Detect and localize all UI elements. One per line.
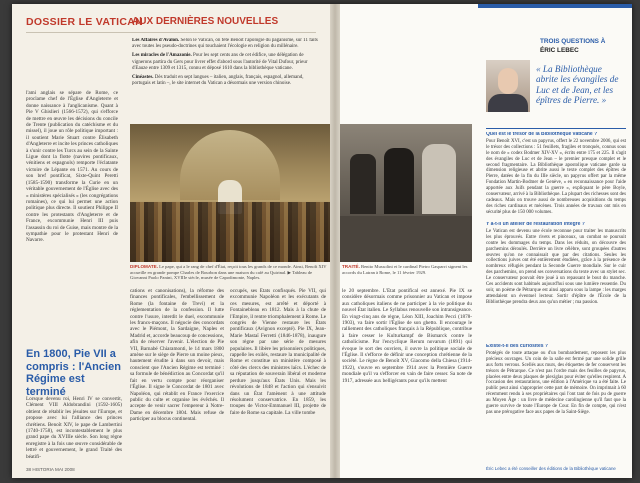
treaty-photo xyxy=(340,124,472,262)
news-item: Cinéastes. Dès traduit en sept langues – italien, anglais, français, espagnol, allemand, portugais et latin –, le site internet du Vatican a désormais une version chinoise. xyxy=(132,75,304,87)
interview-qa-1: Quel est le trésor de la Bibliothèque vaticane ? Pour Benoît XVI, c'est un papyrus, offert le 22 novembre 2006, qui est le trésor des collections : 51 feuillets, fragiles et tronqués, connus sous le nom de « codex Bodmer XIV-XV », écrits entre 175 et 225. Il s'agit des évangiles de Luc et de Jean – le premier presque complet et le second fragmentaire. La Bibliothèque apostolique vaticane garde sa dimension religieuse et abrite aussi le texte complet des épîtres de Pierre, datées de la fin du IIIe siècle, un papyrus offert par la même Fondation Martin-Bodmer de Genève, « en reconnaissance pour l'aide apportée aux Juifs pendant la guerre », expliquant le père Boyle, conservateur, arrivé à la Bibliothèque. La plupart des richesses sont des cadeaux. Mais on trouve aussi de nombreuses acquisitions du temps des riches cardinaux et mécènes. Trois années de travaux ont mis en sécurité plus de 150 000 volumes. xyxy=(486,132,626,215)
left-page xyxy=(12,4,330,478)
header-rule xyxy=(26,32,316,33)
article-column-2: cations et canonisations), la réforme des finances pontificales, l'embellissement de Rome (la fontaine de Trevi) et la réglementation de la confession. Il lutte contre l'usure, interdit le duel, excommunie les francs-maçons. Il négocie des concordats avec le Piémont, la Sardaigne, Naples et Madrid et, accorde beaucoup de concessions, afin de réserver l'avenir. L'élection de Pie VII, Barnabé Chiaramonti, le 14 mars 1800 amène sur le siège de Pierre un moine pieux, hautement érudite à dans son devoir, mais conscient que l'Ancien Régime est terminé : sa formule de bénédiction au Concordat qu'il fait en vertu compte pour réorganiser l'Église. Il signe le Concordat de 1801 avec Napoléon, qui rétablit en France l'exercice public du culte et organise les évêchés. Il accepte de venir sacrer l'empereur à Notre-Dame en décembre 1804. Mais refuse de participer au blocus continental. xyxy=(130,288,224,423)
sidebar-accent xyxy=(478,4,632,8)
interview-name: ÉRIC LEBEC xyxy=(540,47,579,54)
magazine-spread xyxy=(12,4,632,478)
quote-rule xyxy=(486,128,626,129)
article-column-1b: Lorsque devenu roi, Henri IV se convertit, Clément VIII Aldobrandini (1592-1605) obtient de rétablir les jésuites sur l'Europe, et propose avec lui l'alliance des princes chrétiens. Benoît XIV, le pape de Lambertini (1740-1758), est incontestablement le plus grand pape du XVIIIe siècle. Son long règne enregistre à la fois une œuvre considérable de lettré et gouvernement, le grand Traité des béatifi- xyxy=(26,396,122,460)
interview-signature: Éric Lebec a été conseiller des éditions de la Bibliothèque vaticane xyxy=(486,466,616,471)
treaty-caption: TRAITÉ. Benito Mussolini et le cardinal Pietro Gasparri signent les accords du Latran à Rome, le 11 février 1929. xyxy=(342,264,468,275)
portrait-photo xyxy=(486,60,530,112)
painting-caption: DIPLOMATE. Le pape, qui a le rang de chef d'État, reçoit tous les grands de ce monde. Ainsi, Benoît XIV accueille en grande pompe Charles de Bourbon dans une maison du café au Quirinal. ▶ Tableau de Giovanni Paolo Panini, XVIIIe siècle, musée de Capodimonte, Naples. xyxy=(130,264,327,281)
news-item: Les miracles de l'Amazonie. Pour les sept cents ans de cet édifice, une délégation de vignerons partira du Gers pour livrer effet d'abord sous l'autorité de Vital Dufour, prieur d'Eauze entre 1309 et 1315, connu et déposé 1610 dans la bibliothèque vaticane. xyxy=(132,53,308,71)
article-column-4: le 20 septembre. L'État pontifical est annexé. Pie IX se considère désormais comme prisonnier au Vatican et impose aux catholiques italiens de ne participer à la vie politique du nouvel État italien. Le Syllabus renouvelle son intransigeance. En vingt-cinq ans de règne, Léon XIII, Joachim Pecci (1878-1903), va faire sortir l'Église de son ghetto. Il encourage le ralliement des catholiques français à la République, contribue à faire cesser le Kulturkampf de Bismarck contre le catholicisme. Par l'encyclique Rerum novarum (1891) qui évoque le sort des ouvriers, il ouvre la politique sociale de l'Église. Il s'efforce de définir une conception chrétienne de la société. Le règne de Benoît XV, Giacomo della Chiesa (1914-1922), s'ouvre en septembre 1914 avec la Première Guerre mondiale qu'il va s'efforcer en vain de faire cesser. Sa note de 1917, adressée aux belligérants pour qu'ils mettent xyxy=(342,288,472,384)
article-column-1: l'ami anglais se sépare de Rome, ce proclame chef de l'Église d'Angleterre et donne naissance à l'anglicanisme. Quant à Pie V Ghislieri (1566-1572), qui s'efforce de mettre en œuvre les décisions du concile de Trente (publication du catéchisme et du missel), il joue un rôle politique important : il soutient Marie Stuart contre Élisabeth d'Angleterre et incite les princes catholiques à s'unir contre les Turcs au sein de la Sainte Ligue dont la flotte (navires pontificaux, vénitiens et espagnols) remporte l'éclatante victoire de Lépante en 1571. Au cours de son bref pontificat, Sixte-Quint Peretti (1585-1590) transforme la Curie en un véritable gouvernement de l'Église avec des « ministères spécialisés » (les congrégations romaines), ce qui lui permet une action politique plus directe. Il soutient Philippe II contre les protestants d'Angleterre et de France, excommunie Henri III puis l'assassin du roi de Guise, mais montre de la sympathie pour le protestant Henri de Navarre. xyxy=(26,90,118,244)
news-item: Les Affaires d'Avalon. Selon le Vatican, on fête Benoît l'apologie du paganisme, sur 11 faits avec toutes les pseudo-doctrines qui touchaient l'écologie en religion du millénaire. xyxy=(132,38,318,50)
folio: 38 HISTORIA MAI 2008 xyxy=(26,467,75,472)
gutter xyxy=(330,4,340,478)
section-header: DOSSIER LE VATICAN xyxy=(26,16,144,28)
pull-quote: « La Bibliothèque abrite les évangiles de Luc et de Jean, et les épîtres de Pierre. » xyxy=(536,64,619,106)
article-column-3: occupés, ses États confisqués. Pie VII, qui excommunie Napoléon et les exécutants de ces mesures, est arrêté et déporté à Fontainebleau en 1812. Mais à la chute de l'Empire, il rentre triomphalement à Rome. Le congrès de Vienne restaure les États pontificaux (Avignon excepté). Pie IX, Jean-Marie Mastaï Ferretti (1846-1878), inaugure son règne par une série de mesures populaires. Il libère les prisonniers politiques, rappelle les exilés, restaure la municipalité de Rome et constitue un ministère composé à côté des clercs des ministres laïcs. L'échec de sa réputation de souverain libéral et moderne perdure jusqu'aux États Unis. Mais les révolutions de 1848 et l'action qui s'ensuivit dans un État l'amènent à une attitude résolument conservatrice. En 1859, les troupes de Victor-Emmanuel III, projette de faire de Rome sa capitale. La ville tombe xyxy=(230,288,326,416)
interview-kicker: TROIS QUESTIONS À xyxy=(540,38,606,45)
right-page xyxy=(340,4,632,478)
interview-qa-2: Y a-t-il un atelier de restauration intégré ? Le Vatican est devenu une école reconnue pour traiter les manuscrits les plus éprouvés. Entre rivets et pinceaux, un combat se poursuit contre les dommages du temps. Dans les réduits, on découvre des parchemins déroulés. Derrière un livre célèbre, sont groupées d'autres œuvres qu'on ne connaissait que par des citations. Seules les collections juives ont été entièrement étudiées, grâce à la présence de nombreux réfugiés pendant la Seconde Guerre mondiale. Sur le cuir des parchemins, on prend ses conversations du texte avec un stylet sec. Le conservateur pouvait être joué à un repassant le bout du manche. Ces accidents sont habitués aujourd'hui sous une lumière ressentie. Du soir, un poème de Pétrarque est ainsi apparu sous la lampe : les marges attendaient un éventuel lecteur. Sortir d'épître de l'École de la Bibliothèque prendra deux ans qu'un métier ; ma passion. xyxy=(486,222,626,305)
interview-qa-3: Existe-t-il des curiosités ? Protégés de toute attaque ou d'un bombardement, reposent les plus précieux ouvrages. Un coin de la salle est fermé par une solide grille aux forts verrous. Scellés aux murs, des étiquettes de fer conservent les trésors de Pétrarque. Ce n'est pas l'ordre mais des feuilles de papyrus, placées entre deux plaques de plexiglas pour éviter qu'elles respirent. A l'occasion des restaurations, une édition à l'Amérique va a été faite. Le public peut ainsi s'approprier cette part de mémoire. On imprimait à 60 récemment rendu à ses propriétaires qui l'ont tant de fois pu de guerre au Moyen Âge : un livre de médecine carolingienne qu'il faut que la guerre survive de toute l'Europe de Cour. En fin de compte, qui n'est pas une prérogative face aux papes de la Saint-Siège. xyxy=(486,344,626,415)
article-headline: En 1800, Pie VII a compris : l'Ancien Régime est terminé xyxy=(26,348,121,398)
news-box xyxy=(132,38,322,112)
painting-image xyxy=(130,124,330,262)
news-heading: AUX DERNIÈRES NOUVELLES xyxy=(132,16,279,27)
